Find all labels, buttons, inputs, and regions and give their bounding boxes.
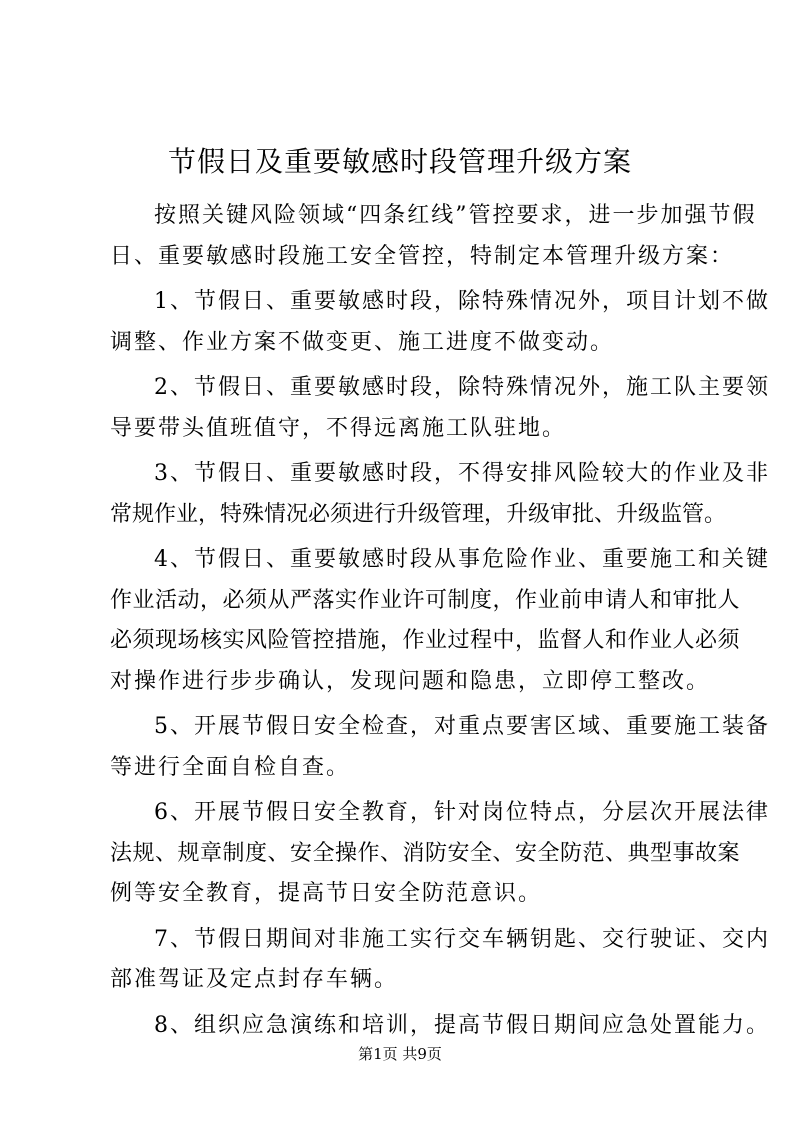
paragraph-line: 调整、作业方案不做变更、施工进度不做变动。 <box>110 329 615 355</box>
page-number-footer: 第1页 共9页 <box>358 1045 442 1063</box>
paragraph-line: 例等安全教育，提高节日安全防范意识。 <box>110 881 543 906</box>
paragraph-item-5 <box>110 707 770 788</box>
paragraph-line: 5、开展节假日安全检查，对重点要害区域、重要施工装备 <box>154 714 770 739</box>
paragraph-item-7 <box>110 920 770 1001</box>
paragraph-line: 作业活动，必须从严落实作业许可制度，作业前申请人和审批人 <box>110 587 741 613</box>
paragraph-line: 导要带头值班值守，不得远离施工队驻地。 <box>110 415 567 441</box>
document-title: 节假日及重要敏感时段管理升级方案 <box>167 145 632 178</box>
paragraph-line: 部准驾证及定点封存车辆。 <box>110 967 399 992</box>
paragraph-line: 6、开展节假日安全教育，针对岗位特点，分层次开展法律 <box>154 800 770 825</box>
paragraph-line: 法规、规章制度、安全操作、消防安全、安全防范、典型事故案 <box>110 840 741 866</box>
paragraph-line: 2、节假日、重要敏感时段，除特殊情况外，施工队主要领 <box>154 375 770 400</box>
paragraph-line: 对操作进行步步确认，发现问题和隐患，立即停工整改。 <box>110 668 711 694</box>
paragraph-line: 按照关键风险领域“四条红线”管控要求，进一步加强节假 <box>154 203 757 228</box>
paragraph-line: 7、节假日期间对非施工实行交车辆钥匙、交行驶证、交内 <box>154 926 770 952</box>
paragraph-item-3 <box>110 454 770 535</box>
paragraph-line: 4、节假日、重要敏感时段从事危险作业、重要施工和关键 <box>154 547 770 572</box>
paragraph-line: 3、节假日、重要敏感时段，不得安排风险较大的作业及非 <box>154 461 770 486</box>
paragraph-line: 8、组织应急演练和培训，提高节假日期间应急处置能力。 <box>154 1012 770 1038</box>
paragraph-item-6 <box>110 793 770 915</box>
paragraph-line: 日、重要敏感时段施工安全管控，特制定本管理升级方案： <box>110 243 735 269</box>
paragraph-line: 必须现场核实风险管控措施，作业过程中，监督人和作业人必须 <box>110 628 741 653</box>
document-body <box>110 196 770 1051</box>
paragraph-line: 等进行全面自检自查。 <box>110 754 351 780</box>
paragraph-line: 常规作业，特殊情况必须进行升级管理，升级审批、升级监管。 <box>110 501 727 527</box>
paragraph-item-2 <box>110 368 770 449</box>
paragraph-item-4 <box>110 540 770 702</box>
paragraph-item-1 <box>110 282 770 363</box>
paragraph-intro <box>110 196 757 277</box>
paragraph-item-8 <box>110 1006 770 1047</box>
paragraph-line: 1、节假日、重要敏感时段，除特殊情况外，项目计划不做 <box>154 289 770 314</box>
